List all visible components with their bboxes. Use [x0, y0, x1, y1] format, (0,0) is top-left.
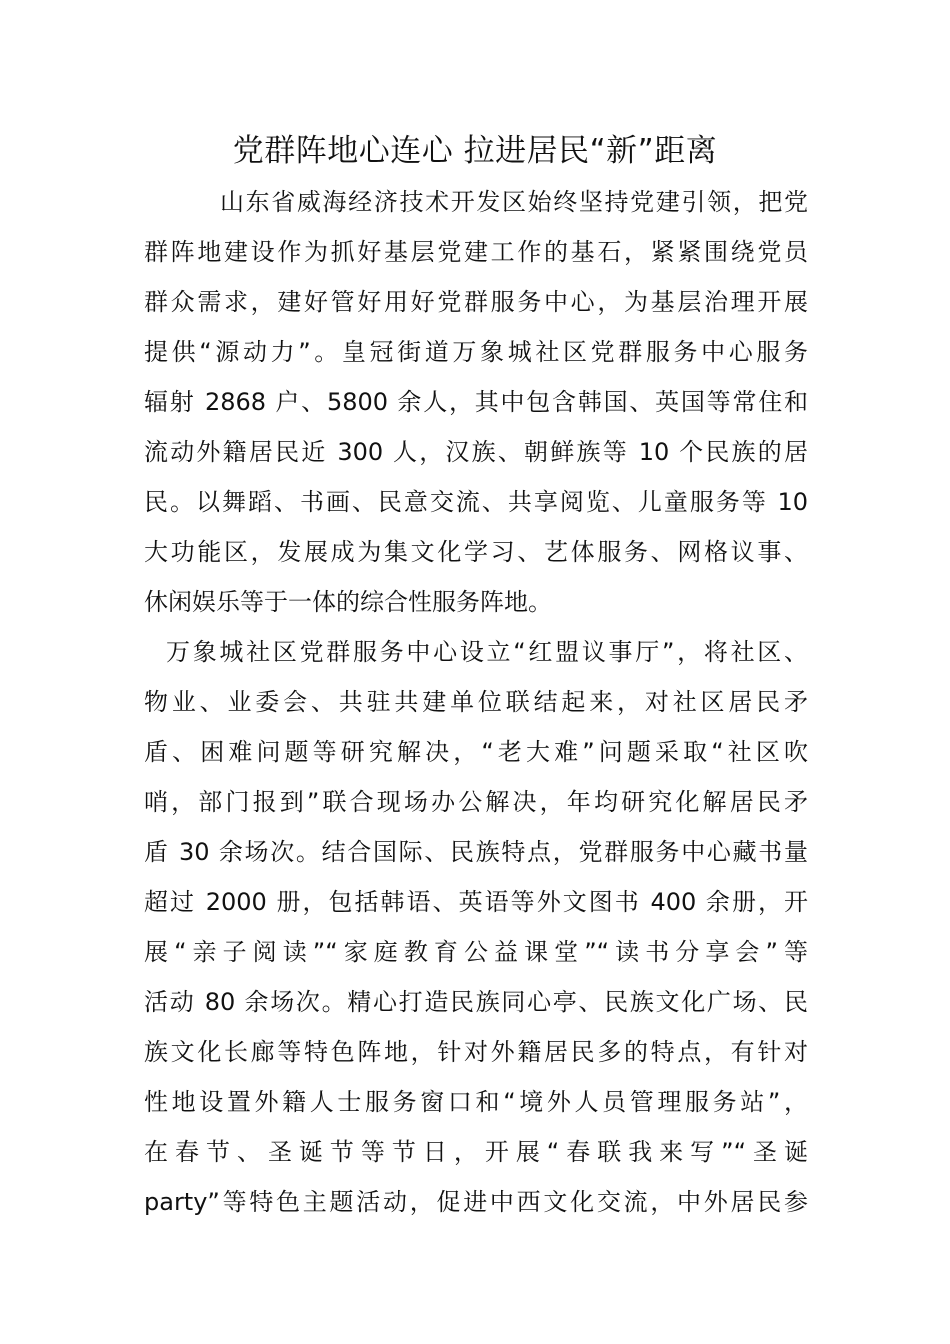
- text-line: 活动 80 余场次。精心打造民族同心亭、民族文化广场、民: [144, 988, 808, 1016]
- text-line: 性地设置外籍人士服务窗口和“境外人员管理服务站”，: [144, 1088, 808, 1116]
- text-line: 辐射 2868 户、5800 余人，其中包含韩国、英国等常住和: [144, 388, 808, 416]
- text-line: 山东省威海经济技术开发区始终坚持党建引领，把党: [220, 188, 808, 216]
- text-line: 民。以舞蹈、书画、民意交流、共享阅览、儿童服务等 10: [144, 488, 808, 516]
- text-line: 盾、困难问题等研究解决，“老大难”问题采取“社区吹: [144, 738, 808, 766]
- paragraph-2: [144, 628, 808, 1228]
- document-title: 党群阵地心连心 拉进居民“新”距离: [232, 133, 718, 169]
- text-line: 展“亲子阅读”“家庭教育公益课堂”“读书分享会”等: [144, 938, 808, 966]
- text-line: 群阵地建设作为抓好基层党建工作的基石，紧紧围绕党员: [144, 238, 808, 266]
- text-line: 流动外籍居民近 300 人，汉族、朝鲜族等 10 个民族的居: [144, 438, 808, 466]
- document-body: [144, 178, 808, 1228]
- text-line: 超过 2000 册，包括韩语、英语等外文图书 400 余册，开: [144, 888, 808, 916]
- text-line: 盾 30 余场次。结合国际、民族特点，党群服务中心藏书量: [144, 838, 808, 866]
- text-line: 物业、业委会、共驻共建单位联结起来，对社区居民矛: [144, 688, 808, 716]
- text-line: 族文化长廊等特色阵地，针对外籍居民多的特点，有针对: [144, 1038, 808, 1066]
- text-line: 群众需求，建好管好用好党群服务中心，为基层治理开展: [144, 288, 808, 316]
- paragraph-1: [144, 178, 808, 628]
- text-line: 在春节、圣诞节等节日，开展“春联我来写”“圣诞: [144, 1138, 808, 1166]
- text-line: 提供“源动力”。皇冠街道万象城社区党群服务中心服务: [144, 338, 808, 366]
- text-line: party”等特色主题活动，促进中西文化交流，中外居民参: [144, 1188, 808, 1216]
- text-line: 大功能区，发展成为集文化学习、艺体服务、网格议事、: [144, 538, 808, 566]
- text-line: 哨，部门报到”联合现场办公解决，年均研究化解居民矛: [144, 788, 808, 816]
- text-line: 休闲娱乐等于一体的综合性服务阵地。: [144, 588, 552, 616]
- text-line: 万象城社区党群服务中心设立“红盟议事厅”，将社区、: [166, 638, 808, 666]
